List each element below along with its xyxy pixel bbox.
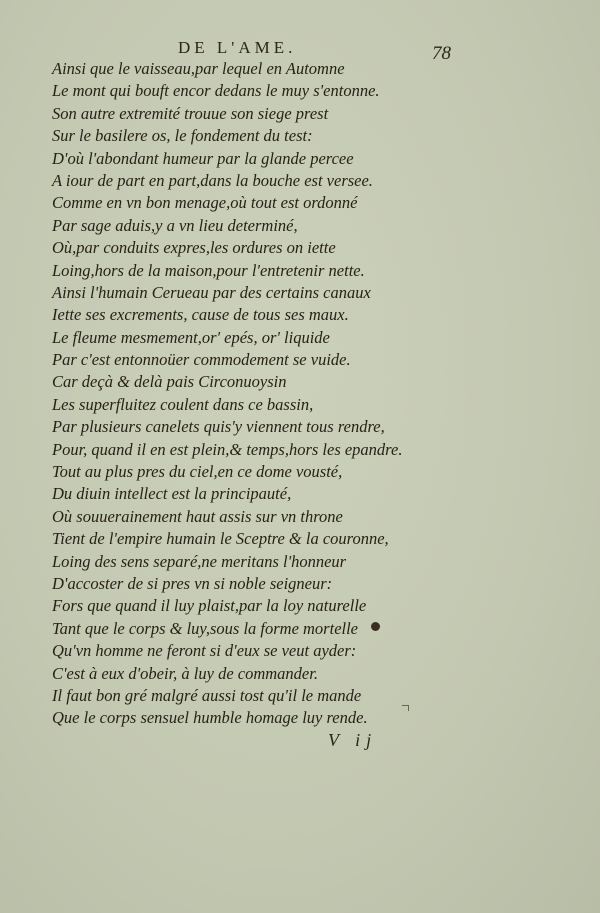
verse-line: Le fleume mesmement,or' epés, or' liquide xyxy=(52,327,330,347)
verse-line: Sur le basilere os, le fondement du test: xyxy=(52,126,313,146)
verse-line: Loing,hors de la maison,pour l'entretenir nette. xyxy=(52,260,365,280)
verse-line: Par plusieurs canelets quis'y viennent tous rendre, xyxy=(52,417,385,437)
verse-line: Ainsi l'humain Cerueau par des certains canaux xyxy=(52,282,371,302)
verse-line: Où,par conduits expres,les ordures on iette xyxy=(52,238,336,258)
verse-line: Iette ses excrements, cause de tous ses maux. xyxy=(52,305,349,325)
page-number: 78 xyxy=(432,43,451,64)
verse-line: Il faut bon gré malgré aussi tost qu'il le mande xyxy=(52,685,362,705)
verse-line: D'où l'abondant humeur par la glande percee xyxy=(52,148,354,168)
running-head: DE L'AME. xyxy=(178,38,297,57)
verse-line: Son autre extremité trouue son siege prest xyxy=(52,103,329,123)
verse-line: Que le corps sensuel humble homage luy rende. xyxy=(52,708,368,728)
signature-mark: V ij xyxy=(328,730,378,750)
verse-line: Du diuin intellect est la principauté, xyxy=(52,484,292,504)
verse-line: Tient de l'empire humain le Sceptre & la couronne, xyxy=(52,529,389,549)
corner-mark xyxy=(402,705,409,711)
ink-blot-mark xyxy=(371,622,380,631)
verse-line: Par sage aduis,y a vn lieu determiné, xyxy=(52,215,298,235)
verse-line: Comme en vn bon menage,où tout est ordonné xyxy=(52,193,358,213)
verse-line: Le mont qui bouft encor dedans le muy s'entonne. xyxy=(52,81,380,101)
verse-line: Car deçà & delà pais Circonuoysin xyxy=(52,372,287,392)
verse-line: Où souuerainement haut assis sur vn throne xyxy=(52,506,343,526)
verse-line: C'est à eux d'obeir, à luy de commander. xyxy=(52,663,318,683)
verse-line: D'accoster de si pres vn si noble seigneur: xyxy=(52,573,333,593)
verse-line: Les superfluitez coulent dans ce bassin, xyxy=(52,394,314,414)
verse-line: Tant que le corps & luy,sous la forme mortelle xyxy=(52,618,359,638)
verse-line: A iour de part en part,dans la bouche est versee. xyxy=(52,170,373,190)
verse-line: Par c'est entonnoüer commodement se vuide. xyxy=(52,350,351,370)
verse-line: Loing des sens separé,ne meritans l'honneur xyxy=(52,551,347,571)
verse-line: Tout au plus pres du ciel,en ce dome vousté, xyxy=(52,462,343,482)
verse-block xyxy=(52,58,552,730)
verse-line: Qu'vn homme ne feront si d'eux se veut ayder: xyxy=(52,641,357,661)
verse-line: Fors que quand il luy plaist,par la loy naturelle xyxy=(52,596,367,616)
verse-line: Pour, quand il en est plein,& temps,hors les epandre. xyxy=(52,439,403,459)
verse-line: Ainsi que le vaisseau,par lequel en Automne xyxy=(52,59,345,78)
